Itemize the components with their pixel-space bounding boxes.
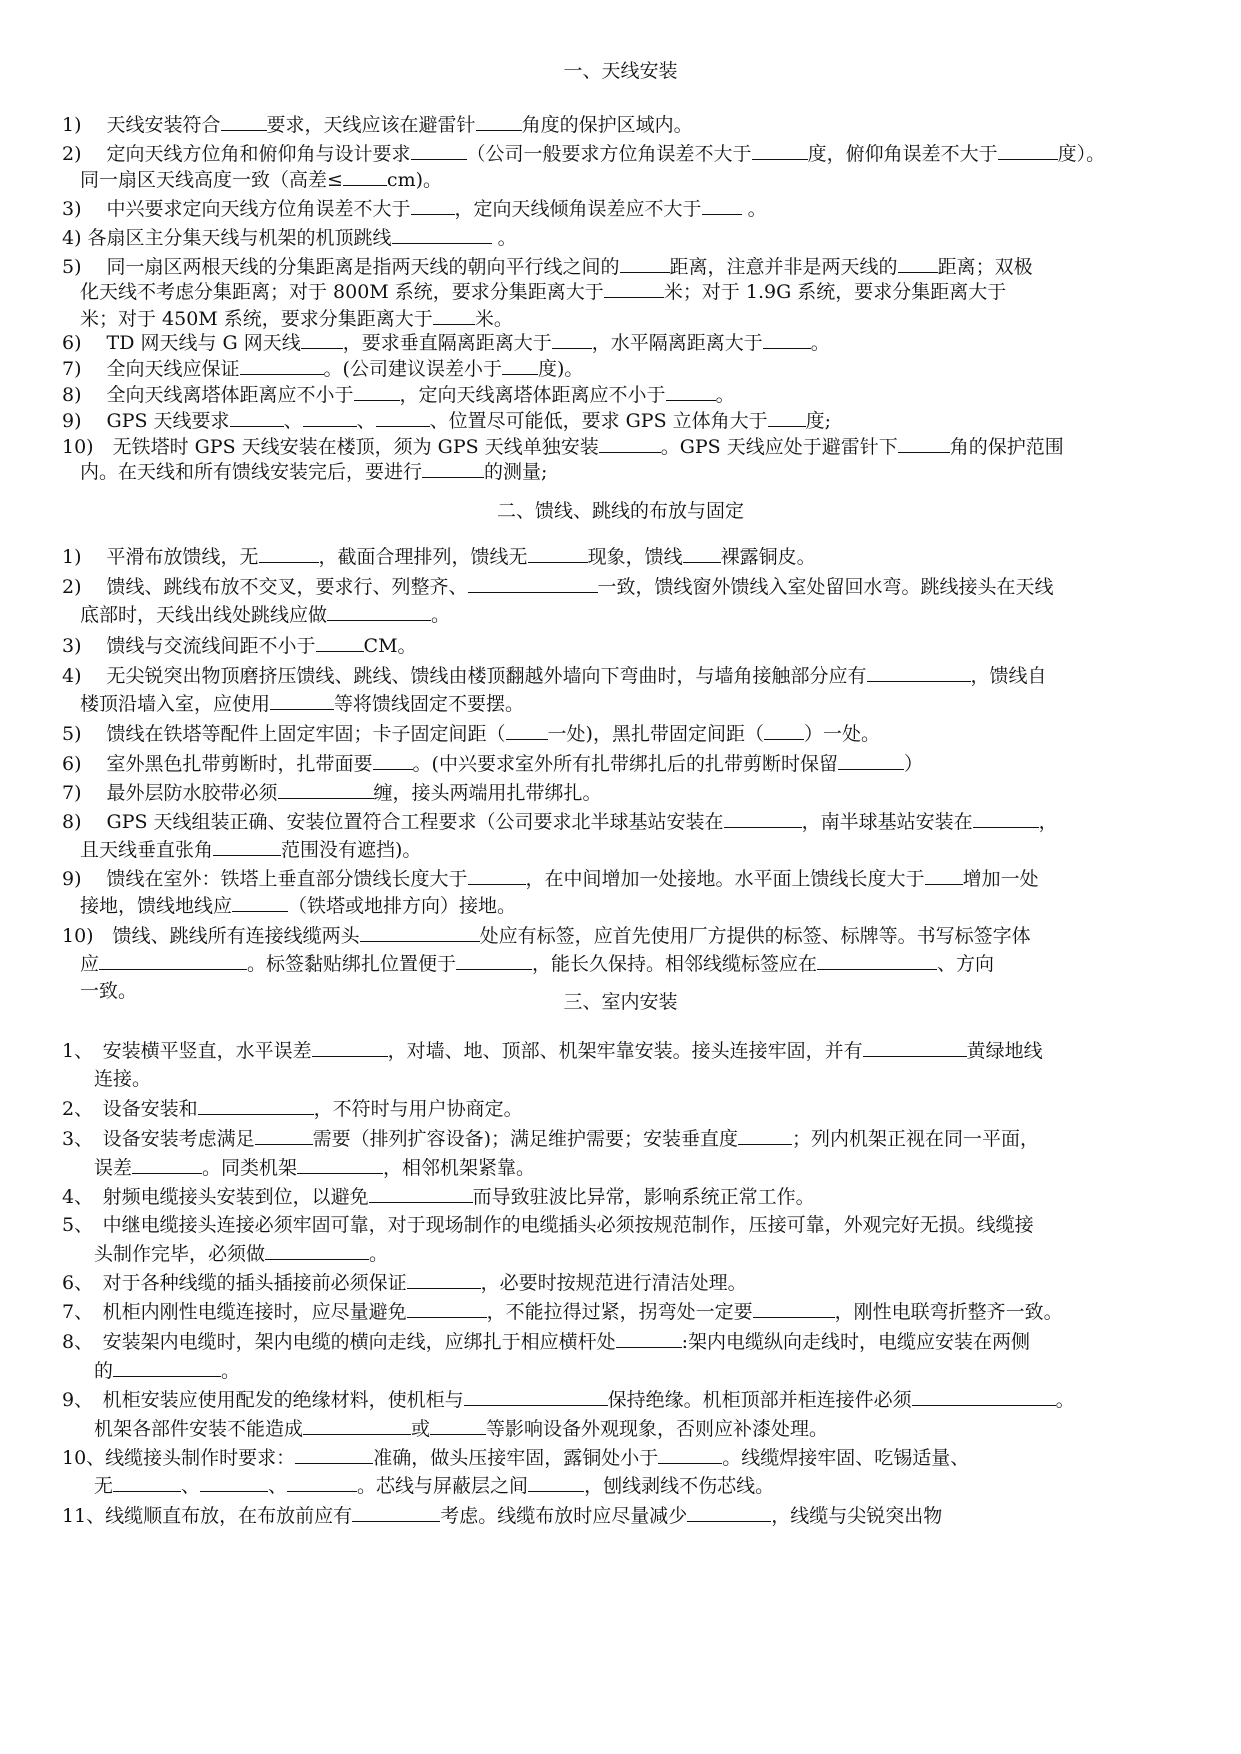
answer-blank[interactable] [683, 540, 721, 563]
answer-blank[interactable] [456, 947, 532, 970]
question-text: 黄绿地线 [966, 1040, 1043, 1062]
question-text: 11、线缆顺直布放，在布放前应有 [62, 1505, 353, 1527]
question-text: 一致。 [80, 980, 138, 1002]
answer-blank[interactable] [687, 1499, 771, 1522]
answer-blank[interactable] [392, 221, 492, 244]
question-text: ，定向天线倾角误差应不大于 [454, 198, 702, 220]
answer-blank[interactable] [863, 1034, 967, 1057]
question-text: 等影响设备外观现象，否则应补漆处理。 [486, 1418, 829, 1440]
question-line [62, 1295, 1192, 1327]
question-text: 2) 馈线、跳线布放不交叉，要求行、列整齐、 [62, 576, 468, 598]
question-text: 。 [1055, 1389, 1075, 1411]
answer-blank[interactable] [604, 275, 664, 298]
question-text: 化天线不考虑分集距离；对于 800M 系统，要求分集距离大于 [80, 281, 604, 303]
question-text: 楼顶沿墙入室，应使用 [80, 693, 271, 715]
answer-blank[interactable] [925, 862, 963, 885]
question-text: 内。在天线和所有馈线安装完后，要进行 [80, 461, 423, 483]
answer-blank[interactable] [752, 137, 808, 160]
answer-blank[interactable] [599, 430, 661, 453]
question-text: 缠，接头两端用扎带绑扎。 [373, 782, 602, 804]
question-text: 连接。 [94, 1068, 152, 1090]
question-text: 且天线垂直张角 [80, 839, 214, 861]
answer-blank[interactable] [724, 805, 802, 828]
question-text: 、位置尽可能低，要求 GPS 立体角大于 [429, 410, 768, 432]
question-line [94, 1151, 1224, 1183]
answer-blank[interactable] [620, 250, 670, 273]
question-text: 度)。 [537, 358, 584, 380]
question-text: 米；对于 1.9G 系统，要求分集距离大于 [663, 281, 1007, 303]
answer-blank[interactable] [506, 717, 548, 740]
question-text: 4) 无尖锐突出物顶磨挤压馈线、跳线、馈线由楼顶翻越外墙向下弯曲时，与墙角接触部分应有 [62, 665, 867, 687]
question-text: 度，俯仰角误差不大于 [807, 143, 998, 165]
question-text: CM。 [363, 635, 417, 657]
question-text: 、 [283, 410, 303, 432]
question-text: ，相邻机架紧靠。 [383, 1157, 536, 1179]
question-text: 。 [715, 384, 735, 406]
question-text: ，刚性电联弯折整齐一致。 [834, 1301, 1063, 1323]
question-text: ，要求垂直隔离距离大于 [342, 332, 552, 354]
answer-blank[interactable] [113, 1469, 181, 1492]
answer-blank[interactable] [200, 1469, 268, 1492]
question-line [80, 598, 1210, 630]
question-line [94, 1412, 1224, 1444]
answer-blank[interactable] [702, 192, 742, 215]
question-text: 接地，馈线地线应 [80, 895, 233, 917]
question-text: ，线缆与尖锐突出物 [771, 1505, 943, 1527]
question-text: 4) 各扇区主分集天线与机架的机顶跳线 [62, 227, 392, 249]
answer-blank[interactable] [369, 1180, 473, 1203]
answer-blank[interactable] [912, 1383, 1056, 1406]
answer-blank[interactable] [763, 326, 811, 349]
answer-blank[interactable] [411, 137, 467, 160]
question-line [62, 1383, 1192, 1415]
question-text: ，在中间增加一处接地。水平面上馈线长度大于 [525, 868, 925, 890]
section-title: 三、室内安装 [563, 991, 678, 1013]
question-text: 、方向 [937, 953, 995, 975]
question-text: 。 [221, 1360, 241, 1382]
question-text: 6、 对于各种线缆的插头插接前必须保证 [62, 1272, 407, 1294]
question-text: 8) 全向天线离塔体距离应不小于 [62, 384, 354, 406]
question-text: 头制作完毕，必须做 [94, 1243, 266, 1265]
question-line [80, 163, 1210, 195]
question-text: 裸露铜皮。 [720, 546, 816, 568]
question-text: 。芯线与屏蔽层之间 [357, 1475, 529, 1497]
answer-blank[interactable] [287, 1469, 357, 1492]
question-text: 1) 天线安装符合 [62, 114, 221, 136]
answer-blank[interactable] [898, 430, 950, 453]
answer-blank[interactable] [255, 1122, 313, 1145]
question-text: ，能长久保持。相邻线缆标签应在 [532, 953, 818, 975]
question-text: 。(中兴要求室外所有扎带绑扎后的扎带剪断时保留 [412, 753, 838, 775]
question-line [62, 1092, 1192, 1124]
question-line [62, 221, 1192, 253]
question-line [94, 1469, 1224, 1501]
question-text: ， [1038, 811, 1058, 833]
question-line [62, 776, 1192, 808]
question-text: 。 [369, 1243, 389, 1265]
question-line [62, 192, 1192, 224]
answer-blank[interactable] [113, 1354, 221, 1377]
question-line [62, 540, 1192, 572]
question-line [62, 1180, 1192, 1212]
answer-blank[interactable] [867, 659, 971, 682]
answer-blank[interactable] [658, 1441, 722, 1464]
question-text: 考虑。线缆布放时应尽量减少 [440, 1505, 688, 1527]
question-text: 米。 [474, 308, 513, 330]
question-text: ，不符时与用户协商定。 [313, 1098, 523, 1120]
question-text: ，不能拉得过紧，拐弯处一定要 [486, 1301, 753, 1323]
answer-blank[interactable] [99, 947, 247, 970]
question-text: 8、 安装架内电缆时，架内电缆的横向走线，应绑扎于相应横杆处 [62, 1331, 616, 1353]
answer-blank[interactable] [198, 1092, 314, 1115]
answer-blank[interactable] [764, 717, 804, 740]
answer-blank[interactable] [278, 776, 374, 799]
question-text: ）一处。 [803, 723, 880, 745]
answer-blank[interactable] [738, 1122, 792, 1145]
question-text: 10) 无铁塔时 GPS 天线安装在楼顶，须为 GPS 天线单独安装 [62, 436, 599, 458]
answer-blank[interactable] [376, 404, 430, 427]
question-text: 。(公司建议误差小于 [323, 358, 502, 380]
question-text: 4、 射频电缆接头安装到位，以避免 [62, 1186, 369, 1208]
question-line [62, 1122, 1192, 1154]
question-text: 2) 定向天线方位角和俯仰角与设计要求 [62, 143, 411, 165]
question-text: 同一扇区天线高度一致（高差≤ [80, 169, 343, 191]
answer-blank[interactable] [301, 326, 343, 349]
question-text: 、 [356, 410, 376, 432]
question-text: 3、 设备安装考虑满足 [62, 1128, 255, 1150]
answer-blank[interactable] [303, 404, 357, 427]
answer-blank[interactable] [265, 1237, 369, 1260]
question-line [62, 747, 1192, 779]
question-text: 角的保护范围 [949, 436, 1064, 458]
question-line [94, 1354, 1224, 1386]
question-text: 5、 中继电缆接头连接必须牢固可靠，对于现场制作的电缆插头必须按规范制作，压接可靠，外观完好无损。线缆接 [62, 1214, 1034, 1236]
answer-blank[interactable] [528, 1469, 584, 1492]
answer-blank[interactable] [768, 404, 806, 427]
question-text: 。 [741, 198, 767, 220]
question-text: （公司一般要求方位角误差不大于 [466, 143, 752, 165]
answer-blank[interactable] [528, 540, 588, 563]
question-line [94, 1237, 1224, 1269]
answer-blank[interactable] [259, 540, 319, 563]
question-text: 应 [80, 953, 100, 975]
answer-blank[interactable] [213, 833, 281, 856]
question-text: ，截面合理排列，馈线无 [318, 546, 528, 568]
question-text: 1、 安装横平竖直，水平误差 [62, 1040, 312, 1062]
question-line [62, 108, 1192, 140]
question-text: 准确，做头压接牢固，露铜处小于 [373, 1447, 659, 1469]
question-text: 5) 馈线在铁塔等配件上固定牢固；卡子固定间距（ [62, 723, 506, 745]
question-text: 等将馈线固定不要摆。 [334, 693, 525, 715]
question-line [62, 1266, 1192, 1298]
question-text: ） [903, 753, 923, 775]
question-line [94, 1063, 1224, 1095]
answer-blank[interactable] [316, 629, 364, 652]
answer-blank[interactable] [973, 805, 1039, 828]
question-text: （铁塔或地排方向）接地。 [288, 895, 517, 917]
question-text: 角度的保护区域内。 [521, 114, 693, 136]
question-text: 或 [411, 1418, 431, 1440]
question-text: 10、线缆接头制作时要求： [62, 1447, 296, 1469]
answer-blank[interactable] [312, 1034, 388, 1057]
answer-blank[interactable] [422, 455, 484, 478]
question-text: 处应有标签，应首先使用厂方提供的标签、标牌等。书写标签字体 [479, 925, 1031, 947]
answer-blank[interactable] [898, 250, 938, 273]
question-text: ，必要时按规范进行清洁处理。 [480, 1272, 747, 1294]
question-text: 的 [94, 1360, 114, 1382]
question-text: ，馈线自 [970, 665, 1047, 687]
answer-blank[interactable] [468, 570, 598, 593]
question-text: 无 [94, 1475, 114, 1497]
question-text: 要求，天线应该在避雷针 [266, 114, 476, 136]
answer-blank[interactable] [232, 889, 288, 912]
answer-blank[interactable] [666, 378, 716, 401]
question-text: 7) 最外层防水胶带必须 [62, 782, 278, 804]
question-text: ；列内机架正视在同一平面， [792, 1128, 1040, 1150]
answer-blank[interactable] [303, 1412, 411, 1435]
question-text: 度; [805, 410, 832, 432]
question-text: 9) 馈线在室外：铁塔上垂直部分馈线长度大于 [62, 868, 468, 890]
question-line [80, 455, 1210, 487]
question-text: ，水平隔离距离大于 [591, 332, 763, 354]
question-text: 。同类机架 [202, 1157, 298, 1179]
question-text: 度）。 [1057, 143, 1106, 165]
question-line [62, 1499, 1192, 1531]
question-text: 、 [268, 1475, 288, 1497]
question-text: cm)。 [386, 169, 442, 191]
answer-blank[interactable] [354, 378, 400, 401]
question-text: 底部时，天线出线处跳线应做 [80, 604, 328, 626]
question-text: 。线缆焊接牢固、吃锡适量、 [722, 1447, 970, 1469]
question-line [62, 717, 1192, 749]
question-text: ，定向天线离塔体距离应不小于 [399, 384, 666, 406]
question-text: 。标签黏贴绑扎位置便于 [247, 953, 457, 975]
answer-blank[interactable] [343, 163, 387, 186]
question-text: 增加一处 [962, 868, 1039, 890]
question-line [62, 1034, 1192, 1066]
question-line [80, 687, 1210, 719]
question-text: ，对墙、地、顶部、机架牢靠安装。接头连接牢固，并有 [387, 1040, 863, 1062]
answer-blank[interactable] [552, 326, 592, 349]
section-title: 一、天线安装 [563, 60, 678, 82]
answer-blank[interactable] [270, 687, 334, 710]
answer-blank[interactable] [476, 108, 522, 131]
question-text: 一致，馈线窗外馈线入室处留回水弯。跳线接头在天线 [597, 576, 1054, 598]
answer-blank[interactable] [221, 108, 267, 131]
question-line [80, 889, 1210, 921]
question-text: 米；对于 450M 系统，要求分集距离大于 [80, 308, 433, 330]
answer-blank[interactable] [838, 747, 904, 770]
answer-blank[interactable] [411, 192, 455, 215]
answer-blank[interactable] [817, 947, 937, 970]
answer-blank[interactable] [352, 1499, 440, 1522]
question-text: 9、 机柜安装应使用配发的绝缘材料，使机柜与 [62, 1389, 464, 1411]
answer-blank[interactable] [433, 302, 475, 325]
question-text: 7) 全向天线应保证 [62, 358, 240, 380]
answer-blank[interactable] [616, 1325, 682, 1348]
question-text: 。 [431, 604, 451, 626]
question-line [62, 629, 1192, 661]
question-text: 6) 室外黑色扎带剪断时，扎带面要 [62, 753, 373, 775]
question-text: 5) 同一扇区两根天线的分集距离是指两天线的朝向平行线之间的 [62, 256, 620, 278]
answer-blank[interactable] [407, 1266, 481, 1289]
section-title: 二、馈线、跳线的布放与固定 [496, 500, 744, 522]
question-line [62, 1325, 1192, 1357]
answer-blank[interactable] [297, 1151, 383, 1174]
question-text: ，刨线剥线不伤芯线。 [584, 1475, 775, 1497]
question-text: 而导致驻波比异常，影响系统正常工作。 [472, 1186, 815, 1208]
question-text: 7、 机柜内刚性电缆连接时，应尽量避免 [62, 1301, 407, 1323]
question-line [80, 975, 1210, 1007]
question-text: 、 [181, 1475, 201, 1497]
question-text: 10) 馈线、跳线所有连接线缆两头 [62, 925, 360, 947]
answer-blank[interactable] [360, 919, 480, 942]
question-text: 一处)，黑扎带固定间距（ [547, 723, 764, 745]
answer-blank[interactable] [407, 1295, 487, 1318]
answer-blank[interactable] [430, 1412, 486, 1435]
question-text: 的测量; [484, 461, 548, 483]
question-text: 9) GPS 天线要求 [62, 410, 230, 432]
question-text: 需要（排列扩容设备)；满足维护需要；安装垂直度 [312, 1128, 739, 1150]
answer-blank[interactable] [502, 352, 538, 375]
answer-blank[interactable] [468, 862, 526, 885]
question-text: 范围没有遮挡)。 [281, 839, 422, 861]
answer-blank[interactable] [464, 1383, 608, 1406]
answer-blank[interactable] [240, 352, 324, 375]
answer-blank[interactable] [230, 404, 284, 427]
question-text: 距离，注意并非是两天线的 [669, 256, 898, 278]
answer-blank[interactable] [998, 137, 1058, 160]
question-text: 误差 [94, 1157, 133, 1179]
answer-blank[interactable] [295, 1441, 373, 1464]
question-text: ，南半球基站安装在 [801, 811, 973, 833]
question-text: :架内电缆纵向走线时，电缆应安装在两侧 [681, 1331, 1030, 1353]
question-text: 3) 馈线与交流线间距不小于 [62, 635, 316, 657]
question-text: 保持绝缘。机柜顶部并柜连接件必须 [607, 1389, 912, 1411]
question-text: 距离；双极 [937, 256, 1033, 278]
question-text: 2、 设备安装和 [62, 1098, 198, 1120]
question-text: 3) 中兴要求定向天线方位角误差不大于 [62, 198, 411, 220]
question-text: 。GPS 天线应处于避雷针下 [660, 436, 898, 458]
answer-blank[interactable] [132, 1151, 202, 1174]
question-text: 现象，馈线 [587, 546, 683, 568]
question-text: 8) GPS 天线组装正确、安装位置符合工程要求（公司要求北半球基站安装在 [62, 811, 724, 833]
question-text: 1) 平滑布放馈线，无 [62, 546, 259, 568]
answer-blank[interactable] [327, 598, 431, 621]
answer-blank[interactable] [373, 747, 413, 770]
question-text: 6) TD 网天线与 G 网天线 [62, 332, 301, 354]
answer-blank[interactable] [753, 1295, 835, 1318]
question-line [80, 833, 1210, 865]
question-text: 。 [491, 227, 517, 249]
question-text: 。 [810, 332, 830, 354]
question-text: 机架各部件安装不能造成 [94, 1418, 304, 1440]
